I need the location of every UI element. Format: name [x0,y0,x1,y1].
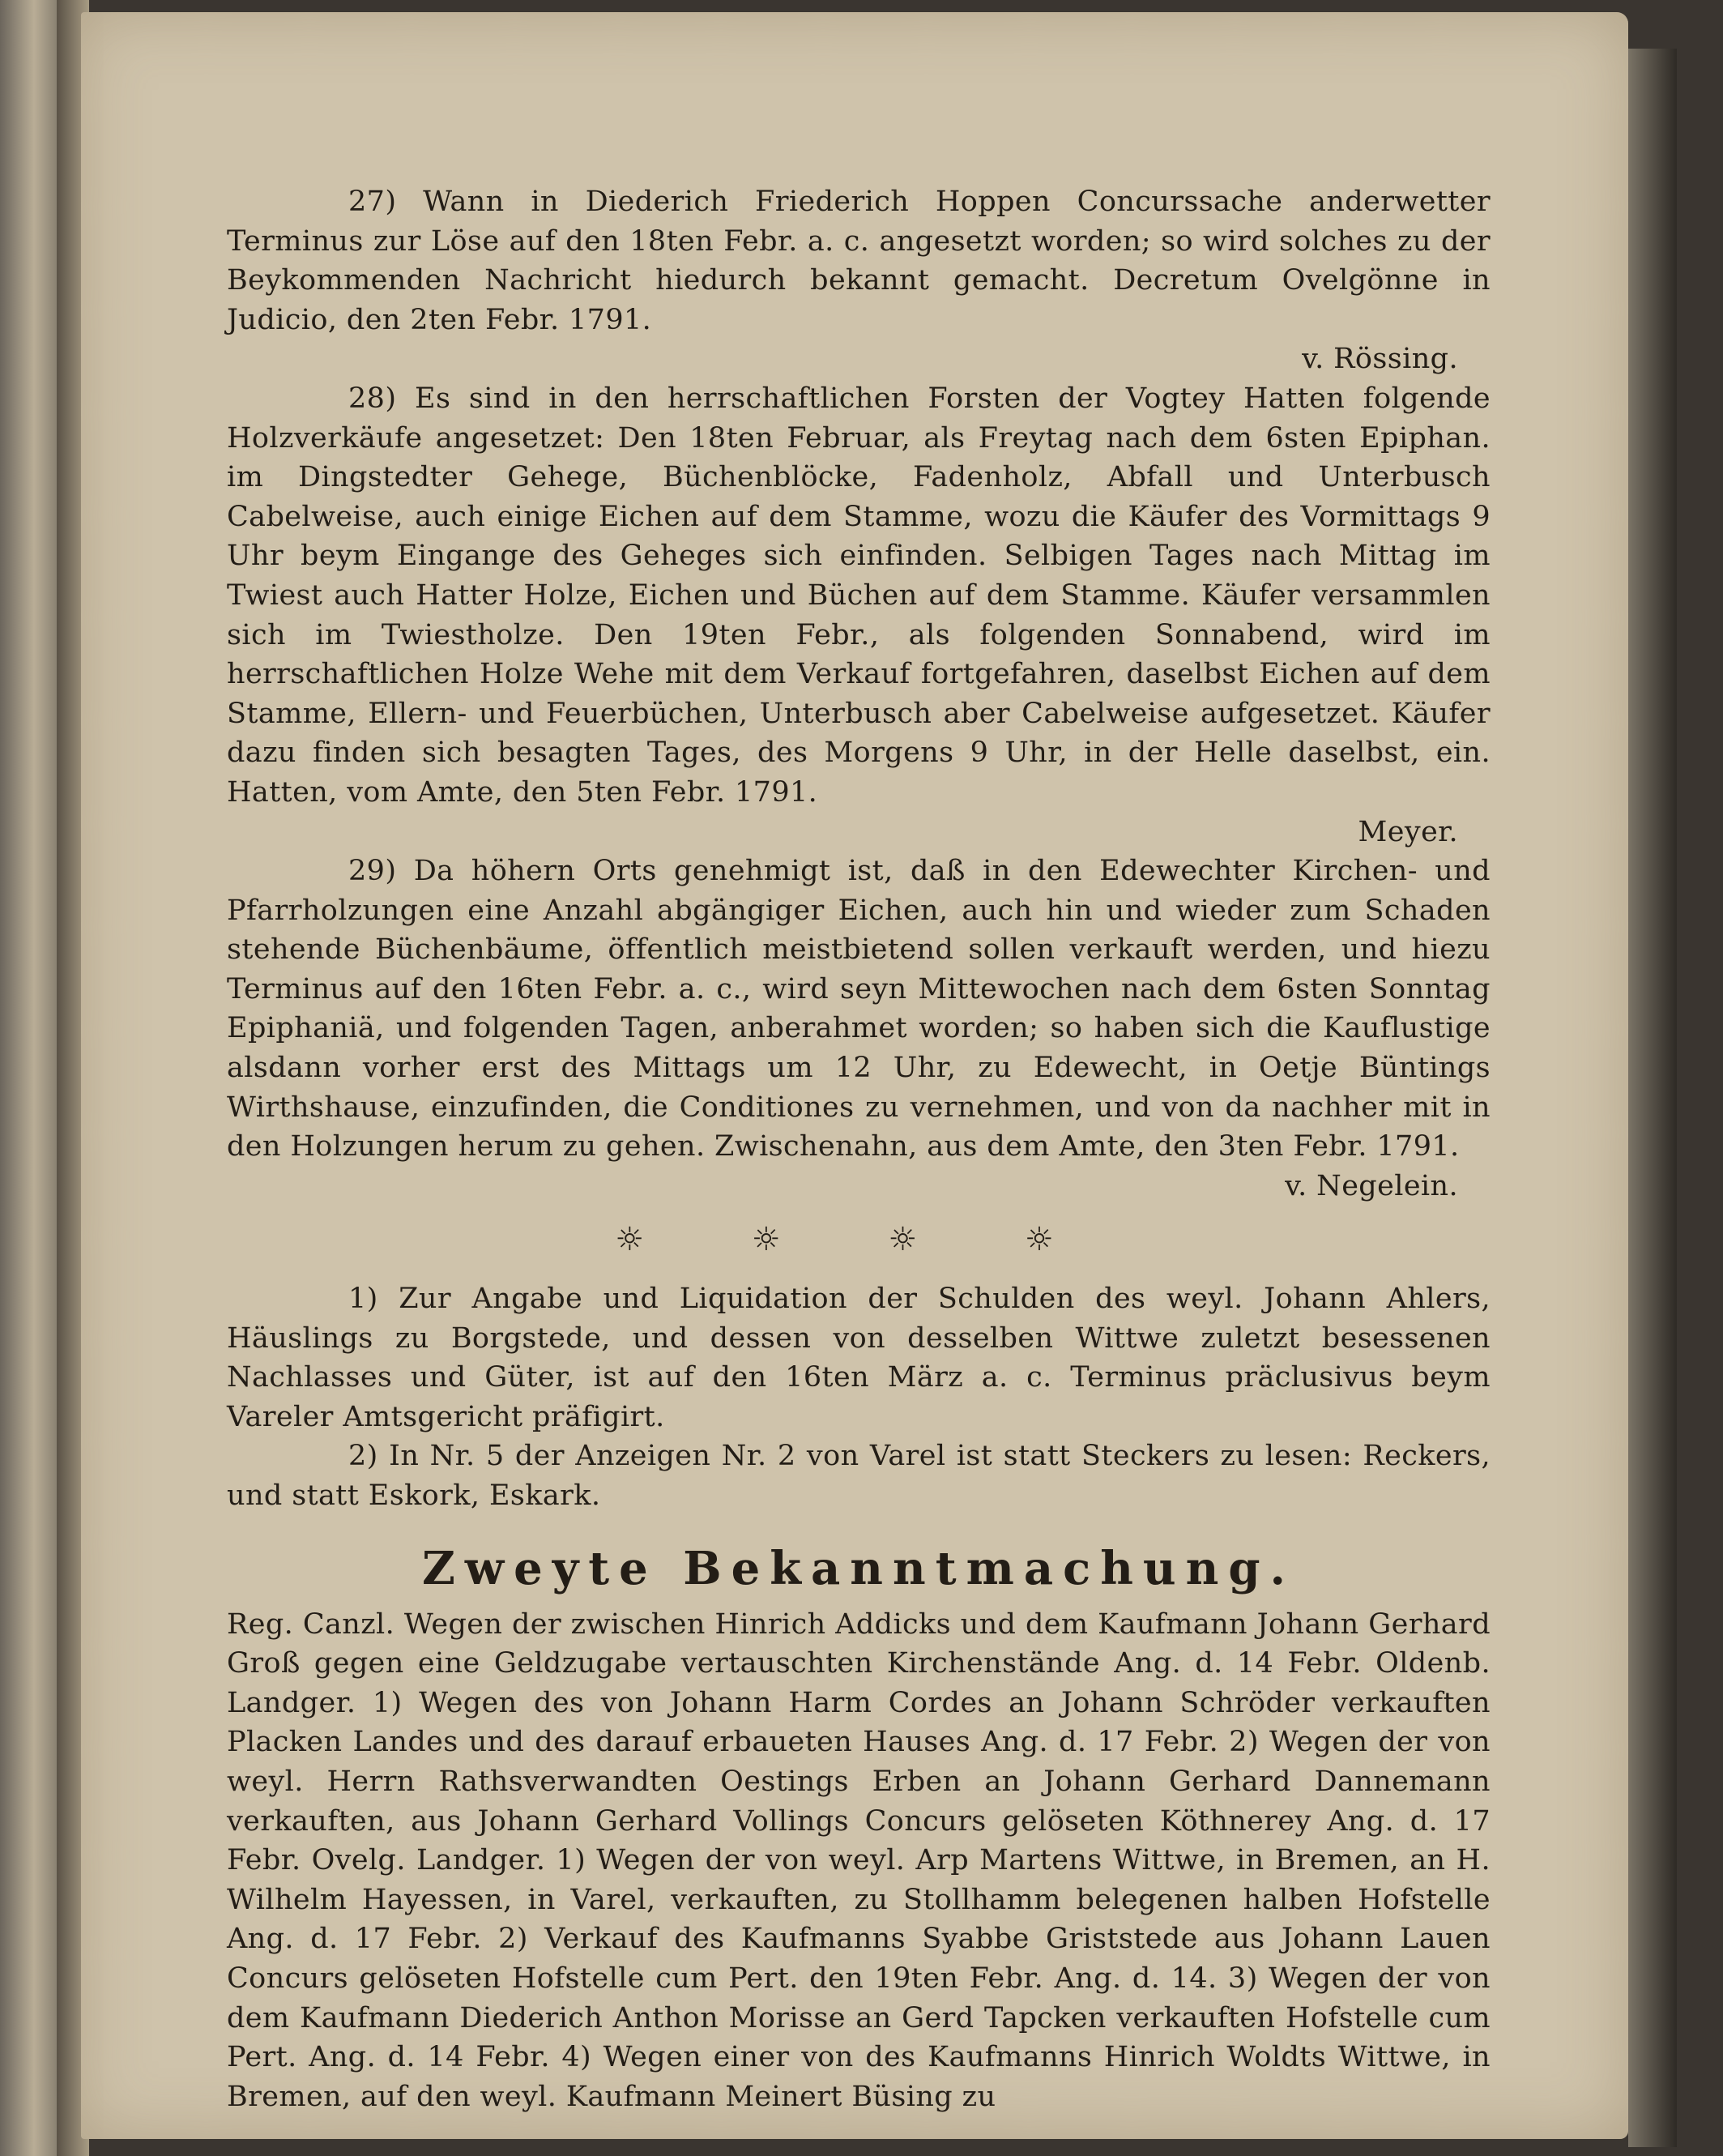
right-board-edge [1628,49,1677,2147]
signature-28: Meyer. [1358,815,1458,848]
section-divider-stars: ☼ ☼ ☼ ☼ [615,1221,1102,1259]
notice-27: 27) Wann in Diederich Friederich Hoppen Concurssache anderwetter Terminus zur Löse auf den 18ten Febr. a. c. angesetzt worden; so wird solches zu der Beykommenden Nachricht hiedurch bekannt gemacht. Decretum Ovelgönne in Judicio, den 2ten Febr. 1791. [227,186,1491,336]
page-sheet [81,12,1628,2139]
page-text [227,182,1491,2116]
signature-29: v. Negelein. [1285,1169,1458,1202]
section-heading: Zweyte Bekanntmachung. [421,1541,1296,1595]
second-announcement-text: Reg. Canzl. Wegen der zwischen Hinrich Addicks und dem Kaufmann Johann Gerhard Groß gegen eine Geldzugabe vertauschten Kirchenstände Ang. d. 14 Febr. Oldenb. Landger. 1) Wegen des von Johann Harm Cordes an Johann Schröder verkauften Placken Landes und des darauf erbaueten Hauses Ang. d. 17 Febr. 2) Wegen der von weyl. Herrn Rathsverwandten Oestings Erben an Johann Gerhard Dannemann verkauften, aus Johann Gerhard Vollings Concurs gelöseten Köthnerey Ang. d. 17 Febr. Ovelg. Landger. 1) Wegen der von weyl. Arp Martens Wittwe, in Bremen, an H. Wilhelm Hayessen, in Varel, verkauften, zu Stollhamm belegenen halben Hofstelle Ang. d. 17 Febr. 2) Verkauf des Kaufmanns Syabbe Griststede aus Johann Lauen Concurs gelöseten Hofstelle cum Pert. den 19ten Febr. Ang. d. 14. 3) Wegen der von dem Kaufmann Diederich Anthon Morisse an Gerd Tapcken verkauften Hofstelle cum Pert. Ang. d. 14 Febr. 4) Wegen einer von des Kaufmanns Hinrich Woldts Wittwe, in Bremen, auf den weyl. Kaufmann Meinert Büsing zu [227,1607,1491,2113]
left-page-edge [0,0,57,2156]
notice-varel-1: 1) Zur Angabe und Liquidation der Schulden des weyl. Johann Ahlers, Häuslings zu Borgstede, und dessen von desselben Wittwe zuletzt besessenen Nachlasses und Güter, ist auf den 16ten März a. c. Terminus präclusivus beym Vareler Amtsgericht präfigirt. [227,1283,1491,1433]
notice-varel-2: 2) In Nr. 5 der Anzeigen Nr. 2 von Varel ist statt Steckers zu lesen: Reckers, und statt Eskork, Eskark. [227,1440,1491,1512]
signature-27: v. Rössing. [1302,343,1458,376]
notice-28: 28) Es sind in den herrschaftlichen Forsten der Vogtey Hatten folgende Holzverkäufe angesetzet: Den 18ten Februar, als Freytag nach dem 6sten Epiphan. im Dingstedter Gehege, Büchenblöcke, Fadenholz, Abfall und Unterbusch Cabelweise, auch einige Eichen auf dem Stamme, wozu die Käufer des Vormittags 9 Uhr beym Eingange des Geheges sich einfinden. Selbigen Tages nach Mittag im Twiest auch Hatter Holze, Eichen und Büchen auf dem Stamme. Käufer versammlen sich im Twiestholze. Den 19ten Febr., als folgenden Sonnabend, wird im herrschaftlichen Holze Wehe mit dem Verkauf fortgefahren, daselbst Eichen auf dem Stamme, Ellern- und Feuerbüchen, Unterbusch aber Cabelweise aufgesetzet. Käufer dazu finden sich besagten Tages, des Morgens 9 Uhr, in der Helle daselbst, ein. Hatten, vom Amte, den 5ten Febr. 1791. [227,382,1491,809]
notice-29: 29) Da höhern Orts genehmigt ist, daß in den Edewechter Kirchen- und Pfarrholzungen eine Anzahl abgängiger Eichen, auch hin und wieder zum Schaden stehende Büchenbäume, öffentlich meistbietend sollen verkauft werden, und hiezu Terminus auf den 16ten Febr. a. c., wird seyn Mittewochen nach dem 6sten Sonntag Epiphaniä, und folgenden Tagen, anberahmet worden; so haben sich die Kauflustige alsdann vorher erst des Mittags um 12 Uhr, zu Edewecht, in Oetje Büntings Wirthshause, einzufinden, die Conditiones zu vernehmen, und von da nachher mit in den Holzungen herum zu gehen. Zwischenahn, aus dem Amte, den 3ten Febr. 1791. [227,855,1491,1163]
